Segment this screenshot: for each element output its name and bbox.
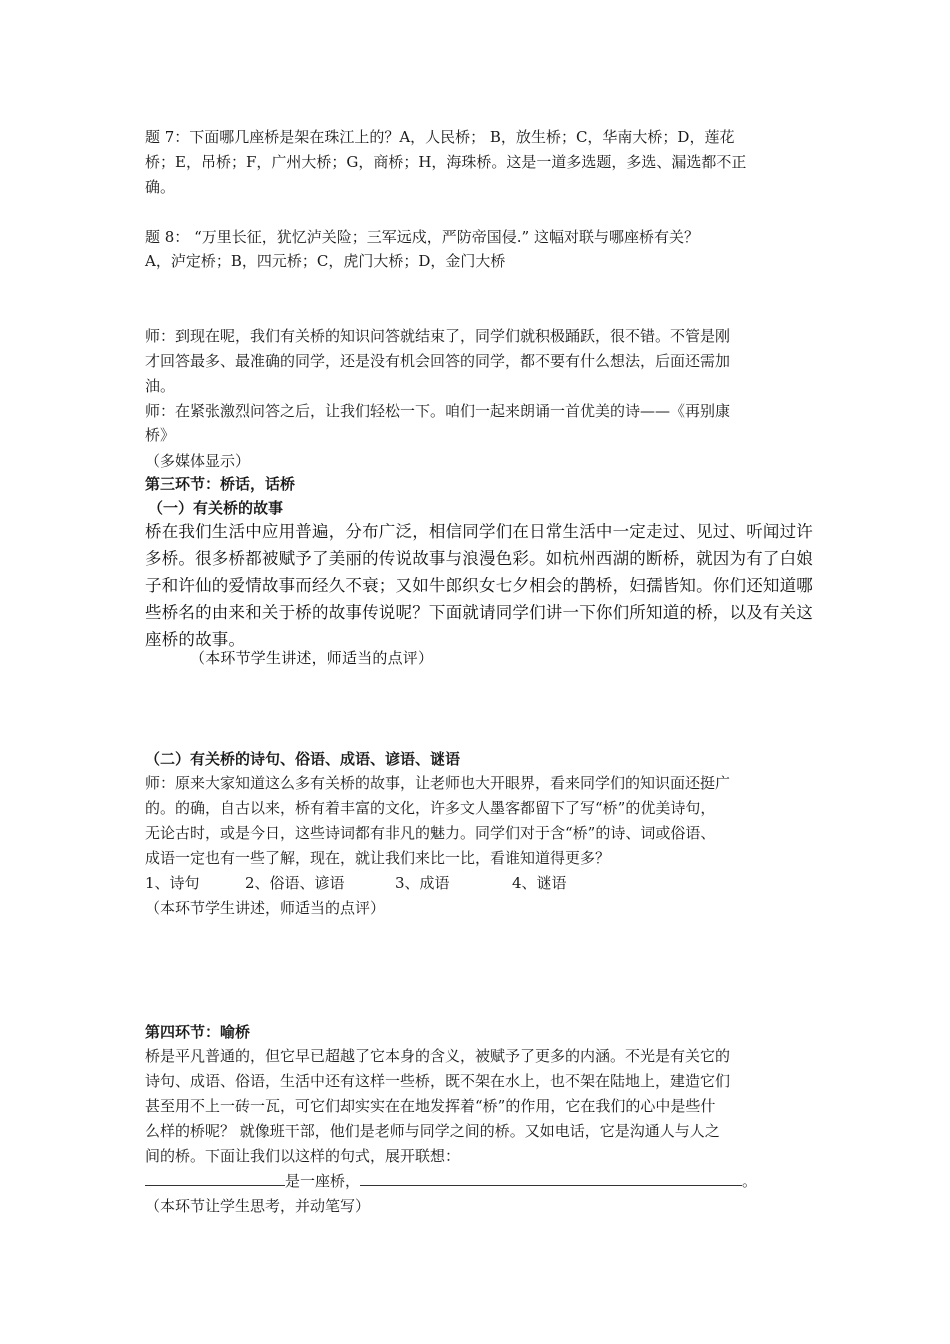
multimedia-note: （多媒体显示） xyxy=(145,452,251,470)
fill-blank-2[interactable] xyxy=(360,1171,742,1186)
category-item-3: 3、成语 xyxy=(395,874,450,892)
poems-paragraph-line-1: 师：原来大家知道这么多有关桥的故事，让老师也大开眼界，看来同学们的知识面还挺广 xyxy=(145,774,731,792)
question-8-line-2: A，泸定桥；B，四元桥；C，虎门大桥；D，金门大桥 xyxy=(145,252,506,270)
section-3-subtitle-1: （一）有关桥的故事 xyxy=(148,499,284,517)
section-3-title: 第三环节：桥话，话桥 xyxy=(145,475,296,493)
fill-end-text: 。 xyxy=(742,1172,758,1190)
category-item-1: 1、诗句 xyxy=(145,874,200,892)
metaphor-paragraph-line-3: 甚至用不上一砖一瓦，可它们却实实在在地发挥着“桥”的作用，它在我们的心中是些什 xyxy=(145,1097,716,1115)
fill-blank-1[interactable] xyxy=(145,1171,285,1186)
question-7-line-3: 确。 xyxy=(145,178,176,196)
question-7-line-2: 桥；E，吊桥；F，广州大桥；G，商桥；H，海珠桥。这是一道多选题，多选、漏选都不正 xyxy=(145,153,747,171)
teacher-paragraph-1-line-1: 师：到现在呢，我们有关桥的知识问答就结束了，同学们就积极踊跃，很不错。不管是刚 xyxy=(145,327,731,345)
story-line-2: 多桥。很多桥都被赋予了美丽的传说故事与浪漫色彩。如杭州西湖的断桥，就因为有了白娘 xyxy=(145,549,813,568)
section-3-subtitle-2: （二）有关桥的诗句、俗语、成语、谚语、谜语 xyxy=(145,750,461,768)
fill-mid-text: 是一座桥， xyxy=(285,1172,361,1190)
poems-paragraph-line-2: 的。的确，自古以来，桥有着丰富的文化，许多文人墨客都留下了写“桥”的优美诗句， xyxy=(145,799,716,817)
story-line-1: 桥在我们生活中应用普遍，分布广泛，相信同学们在日常生活中一定走过、见过、听闻过许 xyxy=(145,522,813,541)
poems-note: （本环节学生讲述，师适当的点评） xyxy=(145,899,386,917)
story-note: （本环节学生讲述，师适当的点评） xyxy=(190,649,434,667)
question-7-line-1: 题 7：下面哪几座桥是架在珠江上的？A，人民桥； B，放生桥；C，华南大桥；D，莲花 xyxy=(145,128,735,146)
poems-paragraph-line-3: 无论古时，或是今日，这些诗词都有非凡的魅力。同学们对于含“桥”的诗、词或俗语、 xyxy=(145,824,716,842)
category-item-2: 2、俗语、谚语 xyxy=(245,874,345,892)
metaphor-paragraph-line-2: 诗句、成语、俗语，生活中还有这样一些桥，既不架在水上，也不架在陆地上，建造它们 xyxy=(145,1072,731,1090)
poems-paragraph-line-4: 成语一定也有一些了解，现在，就让我们来比一比，看谁知道得更多？ xyxy=(145,849,611,867)
category-item-4: 4、谜语 xyxy=(512,874,567,892)
teacher-paragraph-1-line-2: 才回答最多、最准确的同学，还是没有机会回答的同学，都不要有什么想法，后面还需加 xyxy=(145,352,731,370)
metaphor-note: （本环节让学生思考，并动笔写） xyxy=(145,1197,371,1215)
teacher-paragraph-1-line-3: 油。 xyxy=(145,377,176,395)
teacher-paragraph-2-line-1: 师：在紧张激烈问答之后，让我们轻松一下。咱们一起来朗诵一首优美的诗——《再别康 xyxy=(145,402,731,420)
fill-in-sentence xyxy=(145,1170,757,1192)
metaphor-paragraph-line-5: 间的桥。下面让我们以这样的句式，展开联想： xyxy=(145,1147,461,1165)
section-4-title: 第四环节：喻桥 xyxy=(145,1023,251,1041)
story-line-3: 子和许仙的爱情故事而经久不衰；又如牛郎织女七夕相会的鹊桥，妇孺皆知。你们还知道哪 xyxy=(145,576,813,595)
metaphor-paragraph-line-1: 桥是平凡普通的，但它早已超越了它本身的含义，被赋予了更多的内涵。不光是有关它的 xyxy=(145,1047,731,1065)
story-line-4: 些桥名的由来和关于桥的故事传说呢？下面就请同学们讲一下你们所知道的桥，以及有关这 xyxy=(145,603,813,622)
metaphor-paragraph-line-4: 么样的桥呢？ 就像班干部，他们是老师与同学之间的桥。又如电话，它是沟通人与人之 xyxy=(145,1122,720,1140)
story-line-5: 座桥的故事。 xyxy=(145,630,246,649)
question-8-line-1: 题 8： “万里长征，犹忆泸关险；三军远戍，严防帝国侵.” 这幅对联与哪座桥有关？ xyxy=(145,228,699,246)
teacher-paragraph-2-line-2: 桥》 xyxy=(145,426,176,444)
